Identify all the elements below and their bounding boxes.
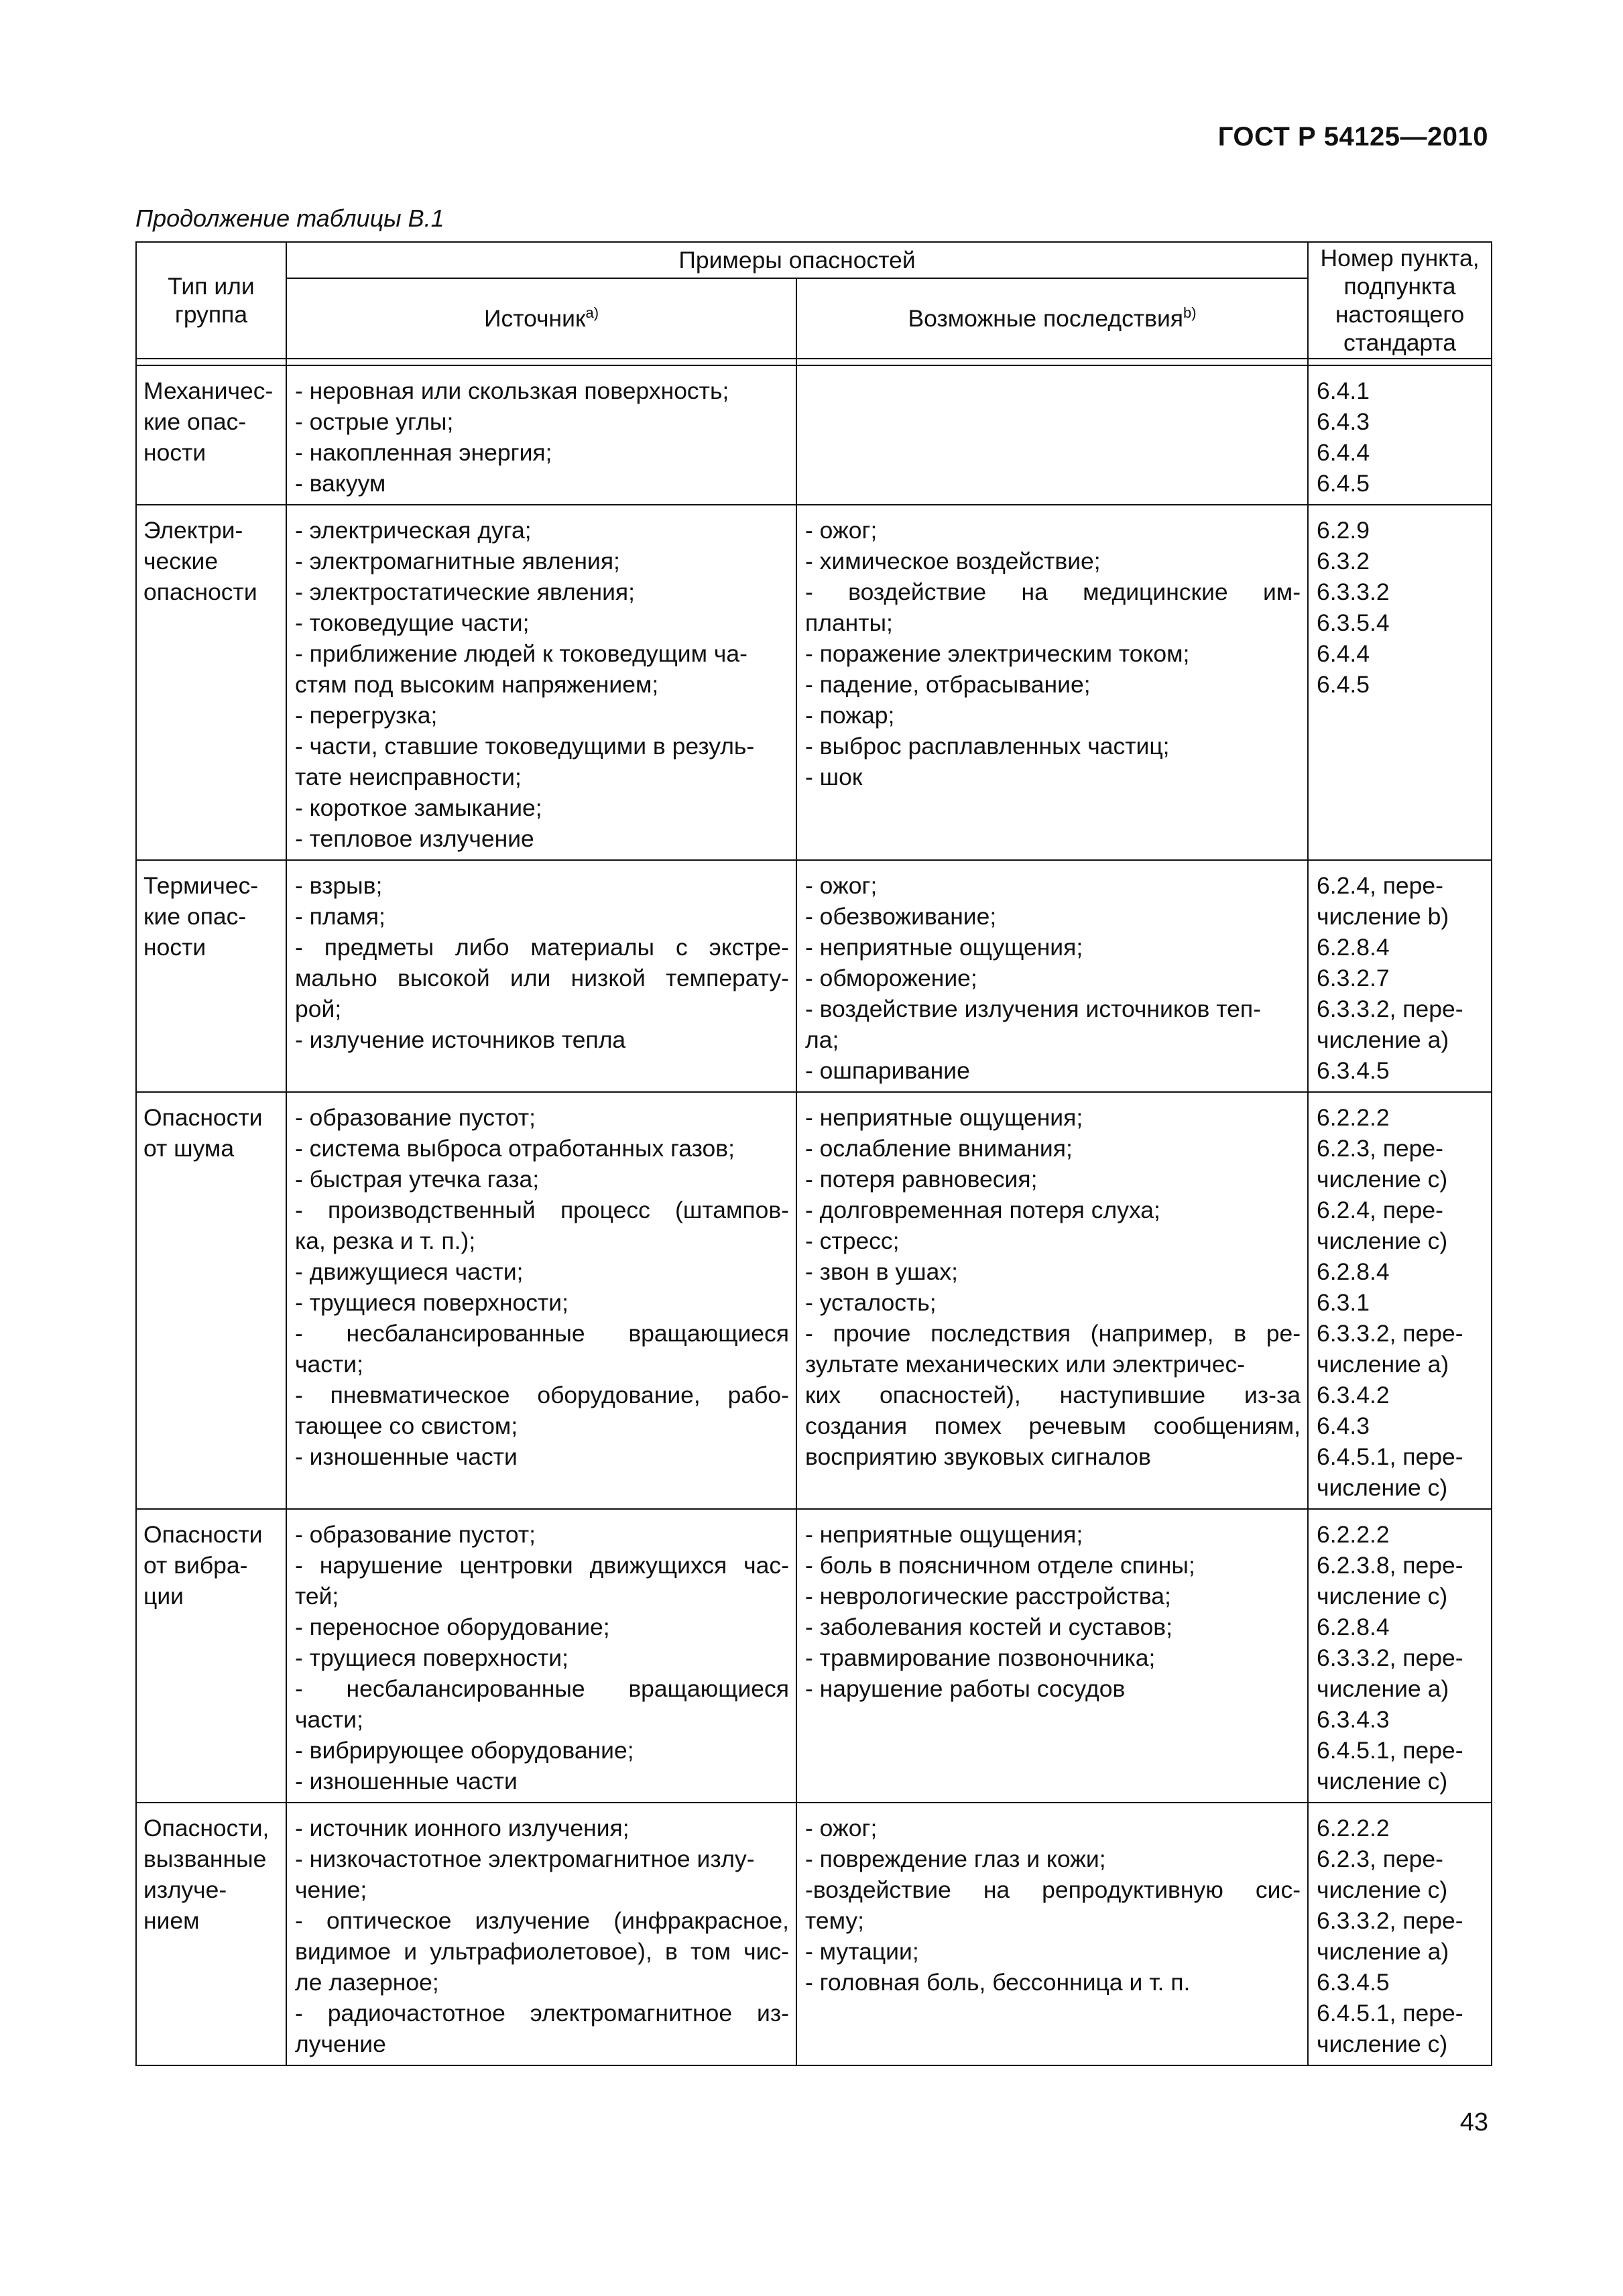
cell-line: - система выброса отработанных газов; bbox=[295, 1135, 735, 1162]
clause-line: числение с) bbox=[1317, 1166, 1448, 1193]
clause-line: 6.4.1 bbox=[1317, 377, 1370, 404]
table-row bbox=[136, 505, 1492, 860]
cell-line: - переносное оборудование; bbox=[295, 1614, 610, 1640]
cell-line: - неприятные ощущения; bbox=[805, 934, 1083, 961]
clause-line: 6.2.8.4 bbox=[1317, 1614, 1390, 1640]
cell-line: чение; bbox=[295, 1876, 367, 1903]
cell-line: - изношенные части bbox=[295, 1443, 518, 1470]
hazard-consequences-cell bbox=[796, 1803, 1308, 2065]
cell-line: - оптическое излучение (инфракрасное, bbox=[295, 1907, 789, 1934]
clause-line: числение а) bbox=[1317, 1675, 1449, 1702]
cell-line: - части, ставшие токоведущими в резуль- bbox=[295, 733, 755, 760]
cell-line: - пневматическое оборудование, рабо- bbox=[295, 1382, 789, 1408]
clause-line: 6.3.4.2 bbox=[1317, 1382, 1390, 1408]
cell-line: вызванные bbox=[143, 1846, 267, 1872]
cell-line: - неприятные ощущения; bbox=[805, 1521, 1083, 1548]
header-clause bbox=[1308, 242, 1492, 359]
cell-line: - выброс расплавленных частиц; bbox=[805, 733, 1170, 760]
cell-line: - приближение людей к токоведущим ча- bbox=[295, 640, 747, 667]
cell-line: Термичес- bbox=[143, 872, 259, 899]
cell-line: - ослабление внимания; bbox=[805, 1135, 1073, 1162]
hazard-consequences-cell bbox=[796, 1509, 1308, 1803]
clause-line: числение с) bbox=[1317, 1227, 1448, 1254]
cell-line: - мутации; bbox=[805, 1938, 919, 1965]
header-clause-line: подпункта bbox=[1343, 273, 1456, 300]
cell-line: кие опас- bbox=[143, 903, 247, 930]
hazard-consequences-cell bbox=[796, 860, 1308, 1092]
cell-line: - пламя; bbox=[295, 903, 385, 930]
cell-line: - долговременная потеря слуха; bbox=[805, 1197, 1160, 1223]
cell-line: - движущиеся части; bbox=[295, 1258, 524, 1285]
cell-line: - падение, отбрасывание; bbox=[805, 671, 1091, 698]
clause-line: числение b) bbox=[1317, 903, 1449, 930]
clause-line: 6.2.2.2 bbox=[1317, 1104, 1390, 1131]
clause-line: 6.3.5.4 bbox=[1317, 609, 1390, 636]
clause-line: 6.4.5.1, пере- bbox=[1317, 1443, 1463, 1470]
cell-line: - ожог; bbox=[805, 872, 878, 899]
header-clause-line: настоящего bbox=[1335, 301, 1465, 328]
clause-line: 6.2.3, пере- bbox=[1317, 1135, 1443, 1162]
cell-line: мально высокой или низкой температу- bbox=[295, 965, 789, 991]
header-source-footnote: а) bbox=[585, 304, 599, 322]
clause-line: 6.3.3.2, пере- bbox=[1317, 1644, 1463, 1671]
cell-line: - несбалансированные вращающиеся bbox=[295, 1675, 789, 1702]
hazard-sources-cell bbox=[286, 1509, 796, 1803]
clause-line: 6.2.4, пере- bbox=[1317, 872, 1443, 899]
hazard-type-cell bbox=[136, 1509, 286, 1803]
cell-line: - травмирование позвоночника; bbox=[805, 1644, 1156, 1671]
table-row bbox=[136, 1509, 1492, 1803]
cell-line: видимое и ультрафиолетовое), в том чис- bbox=[295, 1938, 789, 1965]
clause-line: 6.3.1 bbox=[1317, 1289, 1370, 1316]
cell-line: - ожог; bbox=[805, 1815, 878, 1841]
cell-line: - химическое воздействие; bbox=[805, 548, 1101, 575]
cell-line: - нарушение центровки движущихся час- bbox=[295, 1552, 789, 1579]
cell-line: ких опасностей), наступившие из-за bbox=[805, 1382, 1301, 1408]
hazard-consequences-cell bbox=[796, 505, 1308, 860]
clause-numbers-cell bbox=[1308, 365, 1492, 505]
hazard-type-cell bbox=[136, 1092, 286, 1509]
cell-line: - низкочастотное электромагнитное излу- bbox=[295, 1846, 755, 1872]
cell-line: - обморожение; bbox=[805, 965, 977, 991]
hazards-table bbox=[135, 241, 1492, 2066]
cell-line: Опасности, bbox=[143, 1815, 269, 1841]
cell-line: - звон в ушах; bbox=[805, 1258, 958, 1285]
cell-line: - боль в поясничном отделе спины; bbox=[805, 1552, 1195, 1579]
table-row bbox=[136, 860, 1492, 1092]
cell-line: - ожог; bbox=[805, 517, 878, 544]
header-source bbox=[286, 278, 796, 359]
cell-line: ности bbox=[143, 934, 206, 961]
header-clause-line: Номер пункта, bbox=[1320, 245, 1480, 271]
cell-line: Электри- bbox=[143, 517, 243, 544]
cell-line: тему; bbox=[805, 1907, 865, 1934]
cell-line: Опасности bbox=[143, 1521, 263, 1548]
cell-line: - вакуум bbox=[295, 470, 386, 497]
standard-designation: ГОСТ Р 54125—2010 bbox=[1217, 122, 1488, 152]
cell-line: - неприятные ощущения; bbox=[805, 1104, 1083, 1131]
clause-line: числение с) bbox=[1317, 1768, 1448, 1795]
cell-line: нием bbox=[143, 1907, 200, 1934]
cell-line: -воздействие на репродуктивную сис- bbox=[805, 1876, 1301, 1903]
cell-line: Механичес- bbox=[143, 377, 274, 404]
cell-line: - электромагнитные явления; bbox=[295, 548, 620, 575]
clause-line: числение с) bbox=[1317, 1876, 1448, 1903]
table-row bbox=[136, 365, 1492, 505]
hazard-type-cell bbox=[136, 860, 286, 1092]
clause-line: числение а) bbox=[1317, 1938, 1449, 1965]
cell-line: - изношенные части bbox=[295, 1768, 518, 1795]
clause-numbers-cell bbox=[1308, 505, 1492, 860]
clause-line: 6.2.3, пере- bbox=[1317, 1846, 1443, 1872]
hazard-sources-cell bbox=[286, 505, 796, 860]
cell-line: - головная боль, бессонница и т. п. bbox=[805, 1969, 1191, 1996]
cell-line: тающее со свистом; bbox=[295, 1412, 518, 1439]
cell-line: - образование пустот; bbox=[295, 1104, 536, 1131]
cell-line: - поражение электрическим током; bbox=[805, 640, 1190, 667]
cell-line: - пожар; bbox=[805, 702, 895, 729]
cell-line: - радиочастотное электромагнитное из- bbox=[295, 2000, 789, 2027]
cell-line: - тепловое излучение bbox=[295, 825, 534, 852]
cell-line: - трущиеся поверхности; bbox=[295, 1644, 568, 1671]
clause-line: 6.4.3 bbox=[1317, 1412, 1370, 1439]
cell-line: - нарушение работы сосудов bbox=[805, 1675, 1126, 1702]
clause-line: 6.2.4, пере- bbox=[1317, 1197, 1443, 1223]
hazard-sources-cell bbox=[286, 1092, 796, 1509]
hazard-consequences-cell bbox=[796, 1092, 1308, 1509]
clause-line: 6.3.2 bbox=[1317, 548, 1370, 575]
cell-line: - предметы либо материалы с экстре- bbox=[295, 934, 789, 961]
clause-line: 6.4.5.1, пере- bbox=[1317, 1737, 1463, 1764]
table-row bbox=[136, 1803, 1492, 2065]
header-source-label: Источник bbox=[483, 305, 586, 332]
cell-line: ка, резка и т. п.); bbox=[295, 1227, 476, 1254]
clause-line: 6.3.3.2, пере- bbox=[1317, 995, 1463, 1022]
clause-line: 6.3.2.7 bbox=[1317, 965, 1390, 991]
cell-line: тей; bbox=[295, 1583, 339, 1610]
cell-line: рой; bbox=[295, 995, 342, 1022]
cell-line: - перегрузка; bbox=[295, 702, 438, 729]
cell-line: - излучение источников тепла bbox=[295, 1026, 626, 1053]
cell-line: - короткое замыкание; bbox=[295, 794, 542, 821]
header-consequences-label: Возможные последствия bbox=[908, 305, 1183, 332]
cell-line: - источник ионного излучения; bbox=[295, 1815, 629, 1841]
hazard-type-cell bbox=[136, 505, 286, 860]
header-clause-line: стандарта bbox=[1343, 329, 1456, 356]
clause-line: 6.3.4.5 bbox=[1317, 1057, 1390, 1084]
cell-line: - неврологические расстройства; bbox=[805, 1583, 1171, 1610]
clause-line: 6.3.3.2, пере- bbox=[1317, 1907, 1463, 1934]
cell-line: - несбалансированные вращающиеся bbox=[295, 1320, 789, 1347]
cell-line: - заболевания костей и суставов; bbox=[805, 1614, 1173, 1640]
cell-line: - токоведущие части; bbox=[295, 609, 530, 636]
cell-line: - шок bbox=[805, 764, 863, 790]
cell-line: - накопленная энергия; bbox=[295, 439, 552, 466]
table-row bbox=[136, 1092, 1492, 1509]
header-examples-label: Примеры опасностей bbox=[678, 247, 916, 274]
clause-line: 6.3.4.5 bbox=[1317, 1969, 1390, 1996]
cell-line: части; bbox=[295, 1706, 363, 1733]
cell-line: - стресс; bbox=[805, 1227, 900, 1254]
cell-line: - образование пустот; bbox=[295, 1521, 536, 1548]
clause-line: числение а) bbox=[1317, 1026, 1449, 1053]
clause-numbers-cell bbox=[1308, 1509, 1492, 1803]
clause-line: 6.3.3.2, пере- bbox=[1317, 1320, 1463, 1347]
cell-line: - вибрирующее оборудование; bbox=[295, 1737, 634, 1764]
cell-line: тате неисправности; bbox=[295, 764, 522, 790]
clause-line: числение с) bbox=[1317, 1583, 1448, 1610]
cell-line: - электрическая дуга; bbox=[295, 517, 532, 544]
clause-line: 6.2.9 bbox=[1317, 517, 1370, 544]
cell-line: - повреждение глаз и кожи; bbox=[805, 1846, 1106, 1872]
cell-line: - воздействие излучения источников теп- bbox=[805, 995, 1261, 1022]
page-number: 43 bbox=[1459, 2108, 1488, 2136]
clause-line: 6.4.3 bbox=[1317, 408, 1370, 435]
hazard-consequences-cell bbox=[796, 365, 1308, 505]
clause-line: 6.2.8.4 bbox=[1317, 1258, 1390, 1285]
cell-line: излуче- bbox=[143, 1876, 227, 1903]
cell-line: - острые углы; bbox=[295, 408, 454, 435]
cell-line: лучение bbox=[295, 2031, 386, 2057]
clause-numbers-cell bbox=[1308, 860, 1492, 1092]
cell-line: - потеря равновесия; bbox=[805, 1166, 1038, 1193]
clause-numbers-cell bbox=[1308, 1803, 1492, 2065]
clause-line: числение а) bbox=[1317, 1351, 1449, 1378]
header-type bbox=[136, 242, 286, 359]
cell-line: - взрыв; bbox=[295, 872, 383, 899]
clause-line: 6.4.4 bbox=[1317, 640, 1370, 667]
hazard-type-cell bbox=[136, 1803, 286, 2065]
cell-line: - воздействие на медицинские им- bbox=[805, 579, 1301, 605]
cell-line: части; bbox=[295, 1351, 363, 1378]
clause-line: 6.2.2.2 bbox=[1317, 1815, 1390, 1841]
clause-line: 6.4.5 bbox=[1317, 470, 1370, 497]
cell-line: создания помех речевым сообщениям, bbox=[805, 1412, 1301, 1439]
cell-line: Опасности bbox=[143, 1104, 263, 1131]
clause-line: 6.2.8.4 bbox=[1317, 934, 1390, 961]
hazard-sources-cell bbox=[286, 1803, 796, 2065]
clause-line: 6.2.2.2 bbox=[1317, 1521, 1390, 1548]
cell-line: - производственный процесс (штампов- bbox=[295, 1197, 789, 1223]
cell-line: ле лазерное; bbox=[295, 1969, 439, 1996]
cell-line: - трущиеся поверхности; bbox=[295, 1289, 568, 1316]
cell-line: - ошпаривание bbox=[805, 1057, 970, 1084]
clause-numbers-cell bbox=[1308, 1092, 1492, 1509]
clause-line: числение с) bbox=[1317, 1474, 1448, 1501]
clause-line: 6.4.5 bbox=[1317, 671, 1370, 698]
hazard-type-cell bbox=[136, 365, 286, 505]
hazard-sources-cell bbox=[286, 860, 796, 1092]
cell-line: - электростатические явления; bbox=[295, 579, 636, 605]
header-spacer-row bbox=[136, 359, 1492, 365]
cell-line: - обезвоживание; bbox=[805, 903, 997, 930]
header-type-label: Тип или группа bbox=[168, 273, 255, 328]
header-examples bbox=[286, 242, 1308, 278]
cell-line: ции bbox=[143, 1583, 184, 1610]
table-body bbox=[136, 365, 1492, 2065]
header-consequences bbox=[796, 278, 1308, 359]
cell-line: ческие bbox=[143, 548, 219, 575]
cell-line: - быстрая утечка газа; bbox=[295, 1166, 540, 1193]
cell-line: восприятию звуковых сигналов bbox=[805, 1443, 1151, 1470]
hazard-sources-cell bbox=[286, 365, 796, 505]
cell-line: - прочие последствия (например, в ре- bbox=[805, 1320, 1301, 1347]
clause-line: 6.4.5.1, пере- bbox=[1317, 2000, 1463, 2027]
clause-line: 6.3.3.2 bbox=[1317, 579, 1390, 605]
cell-line: стям под высоким напряжением; bbox=[295, 671, 659, 698]
cell-line: ности bbox=[143, 439, 206, 466]
cell-line: ла; bbox=[805, 1026, 839, 1053]
header-consequences-footnote: b) bbox=[1183, 304, 1197, 322]
cell-line: - усталость; bbox=[805, 1289, 937, 1316]
cell-line: планты; bbox=[805, 609, 893, 636]
clause-line: 6.2.3.8, пере- bbox=[1317, 1552, 1463, 1579]
clause-line: числение с) bbox=[1317, 2031, 1448, 2057]
cell-line: от шума bbox=[143, 1135, 235, 1162]
cell-line: опасности bbox=[143, 579, 257, 605]
cell-line: - неровная или скользкая поверхность; bbox=[295, 377, 729, 404]
cell-line: от вибра- bbox=[143, 1552, 248, 1579]
clause-line: 6.3.4.3 bbox=[1317, 1706, 1390, 1733]
cell-line: кие опас- bbox=[143, 408, 247, 435]
clause-line: 6.4.4 bbox=[1317, 439, 1370, 466]
table-continuation-caption: Продолжение таблицы В.1 bbox=[135, 204, 444, 232]
cell-line: зультате механических или электричес- bbox=[805, 1351, 1246, 1378]
